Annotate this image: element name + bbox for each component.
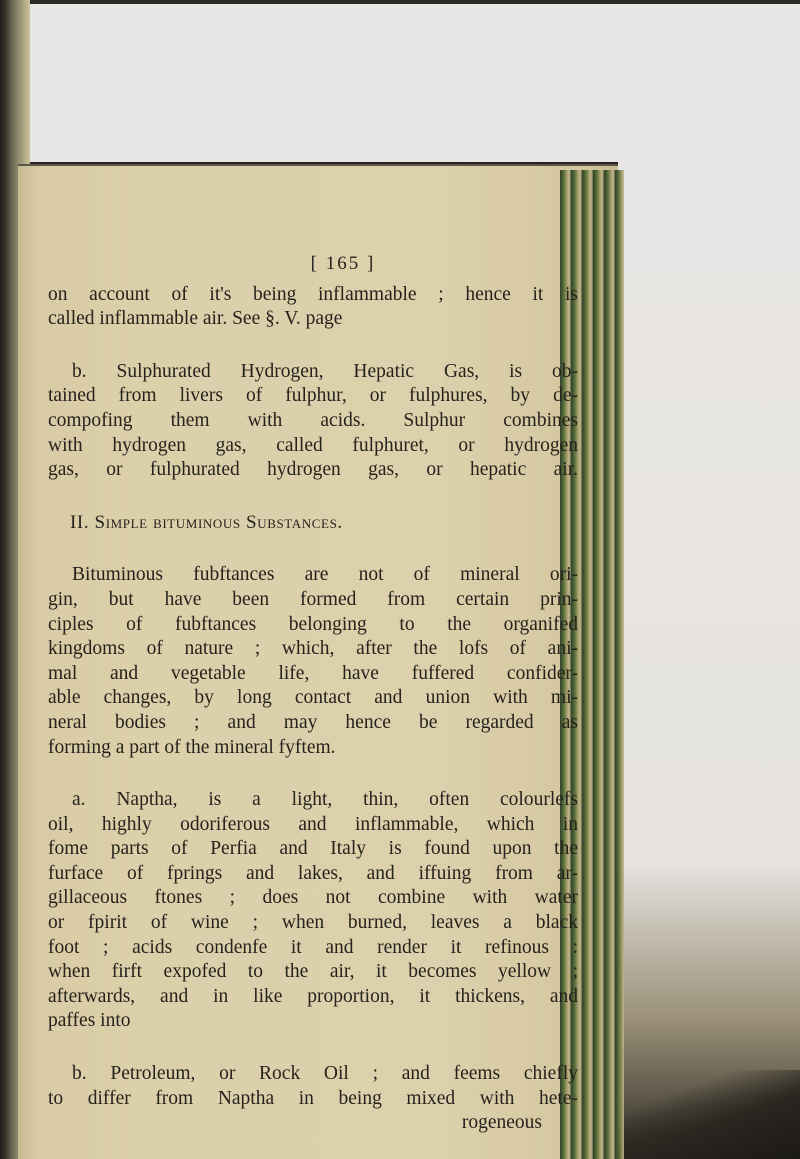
- page-text: [48, 252, 578, 1136]
- text-line: tained from livers of fulphur, or fulphures, by de-: [48, 385, 578, 407]
- petroleum-paragraph: [48, 1062, 578, 1111]
- text-line: Bituminous fubftances are not of mineral ori-: [72, 564, 578, 586]
- bituminous-paragraph: [48, 563, 578, 760]
- text-line: furface of fprings and lakes, and iffuing from ar-: [48, 862, 578, 884]
- catchword: rogeneous: [461, 1112, 542, 1134]
- text-line: a. Naptha, is a light, thin, often colourlefs: [72, 789, 578, 811]
- text-line: gillaceous ftones ; does not combine with water: [48, 887, 578, 909]
- text-line: when firft expofed to the air, it becomes yellow ;: [48, 961, 578, 983]
- text-line: compofing them with acids. Sulphur combines: [48, 409, 578, 431]
- text-line: or fpirit of wine ; when burned, leaves a black: [48, 912, 578, 934]
- text-line: to differ from Naptha in being mixed with hete-: [48, 1087, 578, 1109]
- section-heading: II. Simple bituminous Substances.: [70, 511, 343, 533]
- text-line: ciples of fubftances belonging to the organifed: [48, 613, 578, 635]
- text-line: oil, highly odoriferous and inflammable, which in: [48, 813, 578, 835]
- text-line: gas, or fulphurated hydrogen gas, or hepatic air.: [48, 459, 578, 481]
- text-line: mal and vegetable life, have fuffered confider-: [48, 662, 578, 684]
- text-line: with hydrogen gas, called fulphuret, or hydrogen: [48, 434, 578, 456]
- scan-top-edge: [0, 0, 800, 4]
- text-line: paffes into: [48, 1010, 131, 1032]
- text-line: foot ; acids condenfe it and render it refinous :: [48, 936, 578, 958]
- page-number: [ 165 ]: [310, 253, 376, 274]
- text-line: called inflammable air. See §. V. page: [48, 308, 343, 330]
- text-line: neral bodies ; and may hence be regarded as: [48, 711, 578, 733]
- naptha-paragraph: [48, 788, 578, 1034]
- text-line: b. Petroleum, or Rock Oil ; and feems chiefly: [72, 1063, 578, 1085]
- text-line: forming a part of the mineral fyftem.: [48, 736, 336, 758]
- text-line: b. Sulphurated Hydrogen, Hepatic Gas, is ob-: [72, 360, 578, 382]
- text-line: able changes, by long contact and union with mi-: [48, 687, 578, 709]
- text-line: kingdoms of nature ; which, after the lofs of ani-: [48, 638, 578, 660]
- scan-shadow: [600, 1070, 800, 1159]
- scan-background: [620, 170, 800, 1159]
- text-line: gin, but have been formed from certain prin-: [48, 588, 578, 610]
- continuation-text: [48, 283, 578, 332]
- text-line: on account of it's being inflammable ; hence it is: [48, 283, 578, 305]
- text-line: fome parts of Perfia and Italy is found upon the: [48, 838, 578, 860]
- text-line: afterwards, and in like proportion, it thickens, and: [48, 985, 578, 1007]
- item-b-paragraph: [48, 360, 578, 483]
